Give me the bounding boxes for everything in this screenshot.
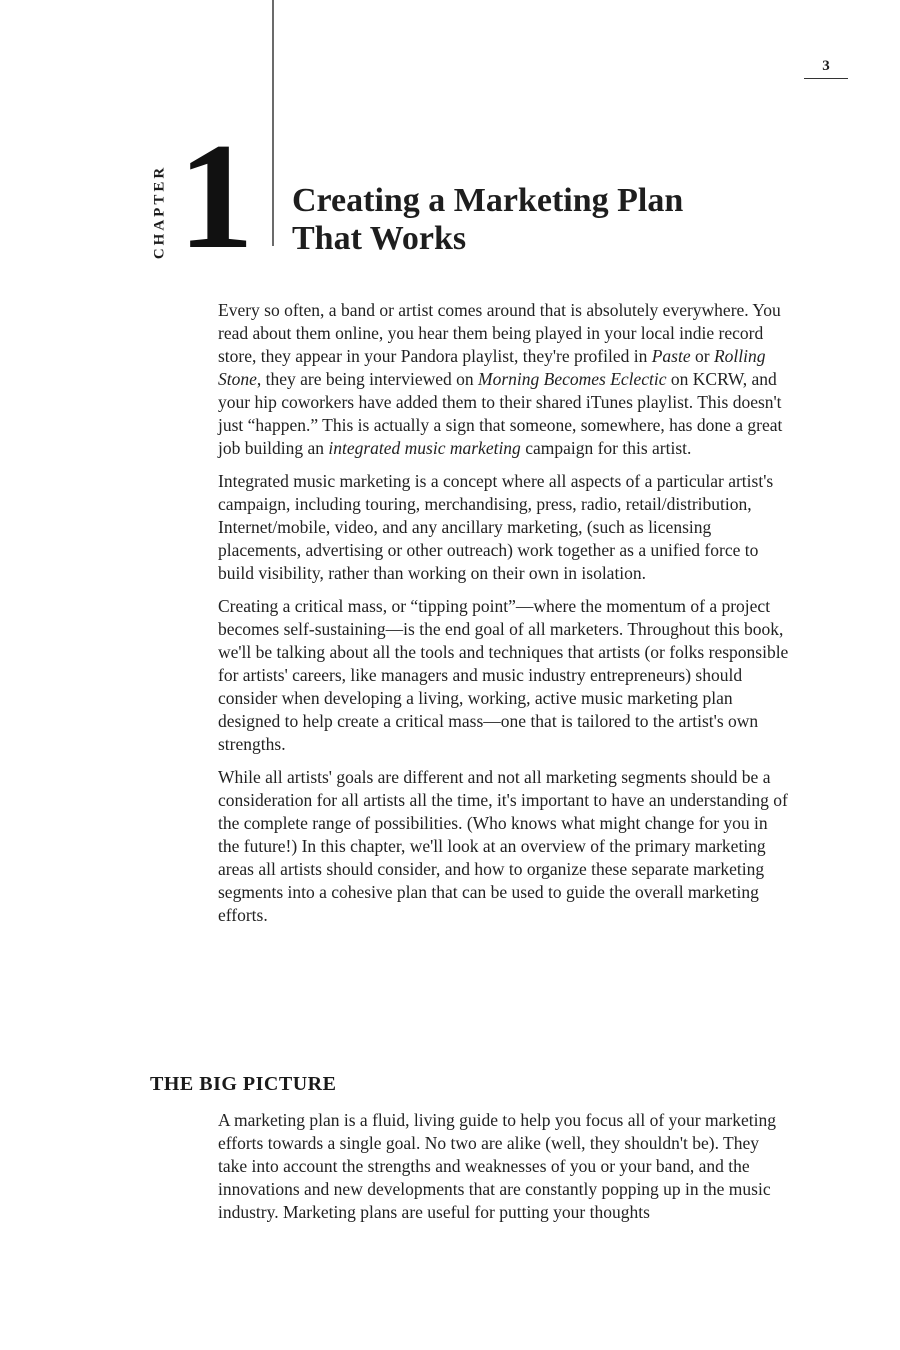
chapter-title — [292, 182, 683, 258]
chapter-divider-rule — [272, 0, 274, 246]
chapter-title-line-2: That Works — [292, 220, 467, 257]
paragraph: A marketing plan is a fluid, living guide to help you focus all of your marketing efforts towards a single goal. No two are alike (well, they shouldn't be). They take into account the strengths and weaknesses of you or your band, and the innovations and new developments that are constantly popping up in the music industry. Marketing plans are useful for putting your thoughts — [218, 1110, 776, 1222]
section-text — [218, 1109, 790, 1234]
section-heading: THE BIG PICTURE — [150, 1073, 337, 1095]
page-number: 3 — [822, 58, 830, 74]
intro-text — [218, 299, 790, 937]
chapter-number: 1 — [178, 112, 254, 280]
chapter-title-line-1: Creating a Marketing Plan — [292, 182, 684, 219]
paragraph: Creating a critical mass, or “tipping point”—where the momentum of a project becomes self-sustaining—is the end goal of all marketers. Throughout this book, we'll be talking about all the tools and techniques that artists (or folks responsible for artists' careers, like managers and music industry entrepreneurs) should consider when developing a living, working, active music marketing plan designed to help create a critical mass—one that is tailored to the artist's own strengths. — [218, 596, 789, 754]
paragraph: While all artists' goals are different and not all marketing segments should be a consideration for all artists all the time, it's important to have an understanding of the complete range of possibilities. (Who knows what might change for you in the future!) In this chapter, we'll look at an overview of the primary marketing areas all artists should consider, and how to organize these separate marketing segments into a cohesive plan that can be used to guide the overall marketing efforts. — [218, 767, 788, 925]
paragraph: Every so often, a band or artist comes around that is absolutely everywhere. You read about them online, you hear them being played in your local indie record store, they appear in your Pandora playlist, they're profiled in Paste or Rolling Stone, they are being interviewed on Morning Becomes Eclectic on KCRW, and your hip coworkers have added them to their shared iTunes playlist. This doesn't just “happen.” This is actually a sign that someone, somewhere, has done a great job building an integrated music marketing campaign for this artist. — [218, 300, 783, 458]
chapter-label: CHAPTER — [151, 164, 168, 260]
page-number-underline — [804, 78, 848, 79]
paragraph: Integrated music marketing is a concept where all aspects of a particular artist's campaign, including touring, merchandising, press, radio, retail/distribution, Internet/mobile, video, and any ancillary marketing, (such as licensing placements, advertising or other outreach) work together as a unified force to build visibility, rather than working on their own in isolation. — [218, 471, 774, 583]
